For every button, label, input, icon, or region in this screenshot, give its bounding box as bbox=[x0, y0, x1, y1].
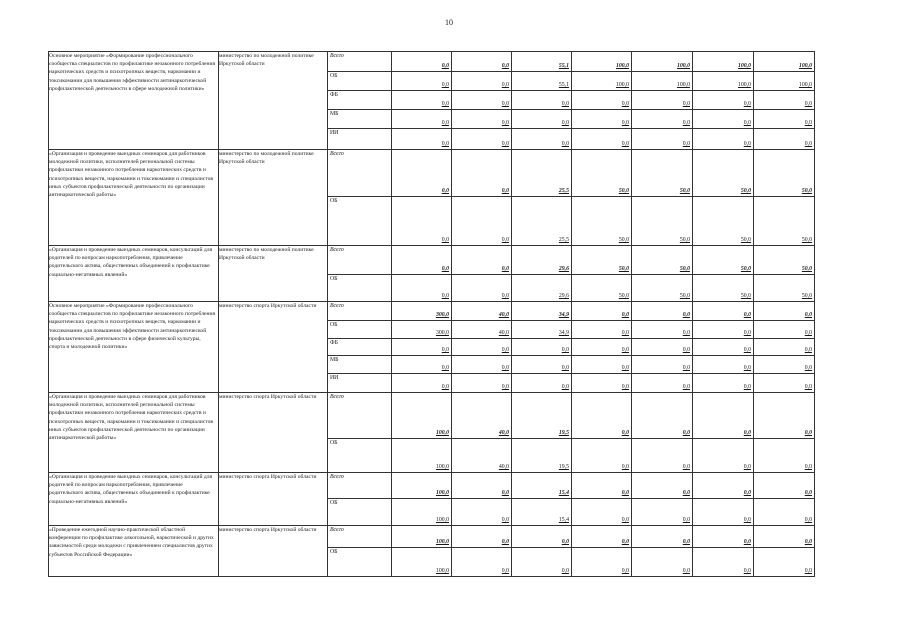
amount-value: 0,0 bbox=[561, 364, 569, 371]
amount-value: 0,0 bbox=[743, 489, 751, 496]
amount-value: 0,0 bbox=[441, 62, 449, 69]
amount-value: 0,0 bbox=[743, 538, 751, 545]
spacer-cell bbox=[392, 52, 452, 150]
amount-value: 0,0 bbox=[501, 119, 509, 126]
amount-value: 0,0 bbox=[561, 119, 569, 126]
value-cell bbox=[452, 150, 512, 246]
value-cell bbox=[632, 246, 693, 302]
amount-value: 0,0 bbox=[804, 364, 812, 371]
amount-value: 25,5 bbox=[558, 187, 569, 194]
amount-value: 0,0 bbox=[804, 489, 812, 496]
spacer-cell bbox=[392, 150, 452, 246]
fund-label: Всего bbox=[330, 151, 344, 157]
fund-source-cell bbox=[328, 246, 392, 302]
fund-label: Всего bbox=[330, 394, 344, 400]
amount-value: 0,0 bbox=[501, 538, 509, 545]
activity-name: «Организация и проведение выездных семинаров, консультаций для родителей по вопросам наркопотребления, привлечение родительского актива, общественных объединений к профилактике социально-негативных явлений» bbox=[49, 473, 219, 526]
spacer-cell bbox=[392, 302, 452, 393]
amount-value: 50,0 bbox=[679, 292, 690, 299]
executor: министерство по молодежной политике Иркутской области bbox=[219, 52, 328, 150]
amount-value: 0,0 bbox=[621, 516, 629, 523]
amount-value: 0,0 bbox=[621, 311, 629, 318]
amount-value: 25,5 bbox=[558, 236, 569, 243]
amount-value: 100,0 bbox=[435, 516, 449, 523]
amount-value: 0,0 bbox=[743, 429, 751, 436]
amount-value: 0,0 bbox=[621, 538, 629, 545]
fund-label: ОБ bbox=[330, 500, 338, 506]
amount-value: 0,0 bbox=[804, 100, 812, 107]
value-cell bbox=[512, 246, 572, 302]
amount-value: 0,0 bbox=[501, 62, 509, 69]
amount-value: 0,0 bbox=[441, 292, 449, 299]
executor: министерство спорта Иркутской области bbox=[219, 393, 328, 473]
amount-value: 0,0 bbox=[441, 236, 449, 243]
value-cell bbox=[632, 393, 693, 473]
amount-value: 0,0 bbox=[682, 567, 690, 574]
amount-value: 0,0 bbox=[501, 187, 509, 194]
value-cell bbox=[693, 393, 754, 473]
amount-value: 0,0 bbox=[682, 429, 690, 436]
value-cell bbox=[512, 302, 572, 393]
fund-label: ФБ bbox=[330, 92, 338, 98]
amount-value: 0,0 bbox=[621, 489, 629, 496]
amount-value: 0,0 bbox=[743, 329, 751, 336]
amount-value: 55,1 bbox=[558, 62, 569, 69]
amount-value: 50,0 bbox=[618, 187, 629, 194]
amount-value: 100,0 bbox=[676, 81, 690, 88]
value-cell bbox=[452, 393, 512, 473]
amount-value: 19,5 bbox=[558, 429, 569, 436]
amount-value: 100,0 bbox=[676, 62, 690, 69]
amount-value: 0,0 bbox=[682, 119, 690, 126]
table-row bbox=[49, 473, 815, 526]
value-cell bbox=[572, 150, 632, 246]
amount-value: 0,0 bbox=[804, 329, 812, 336]
fund-label: ОБ bbox=[330, 549, 338, 555]
amount-value: 50,0 bbox=[679, 265, 690, 272]
value-cell bbox=[632, 526, 693, 577]
value-cell bbox=[452, 52, 512, 150]
value-cell bbox=[572, 526, 632, 577]
amount-value: 50,0 bbox=[618, 265, 629, 272]
amount-value: 0,0 bbox=[561, 140, 569, 147]
amount-value: 0,0 bbox=[743, 463, 751, 470]
amount-value: 0,0 bbox=[501, 567, 509, 574]
amount-value: 50,0 bbox=[618, 236, 629, 243]
fund-label: ФБ bbox=[330, 340, 338, 346]
fund-label: МБ bbox=[330, 357, 339, 363]
amount-value: 0,0 bbox=[441, 81, 449, 88]
activity-name: «Организация и проведение выездных семинаров для работников молодежной политики, исполнителей региональной системы профилактики незаконного потребления наркотических средств и психотропных веществ, наркомании и токсикомании и специалистов иных субъектов профилактической деятельности по организации антинаркотической работы» bbox=[49, 150, 219, 246]
amount-value: 0,0 bbox=[682, 489, 690, 496]
table-row bbox=[49, 302, 815, 393]
amount-value: 0,0 bbox=[501, 100, 509, 107]
amount-value: 100,0 bbox=[737, 81, 751, 88]
executor: министерство спорта Иркутской области bbox=[219, 473, 328, 526]
executor: министерство по молодежной политике Иркутской области bbox=[219, 150, 328, 246]
amount-value: 100,0 bbox=[615, 62, 629, 69]
amount-value: 0,0 bbox=[501, 140, 509, 147]
value-cell bbox=[632, 150, 693, 246]
fund-source-cell bbox=[328, 393, 392, 473]
value-cell bbox=[754, 526, 815, 577]
amount-value: 0,0 bbox=[501, 346, 509, 353]
amount-value: 100,0 bbox=[737, 62, 751, 69]
activity-name: Основное мероприятие «Формирование профессионального сообщества специалистов по профилактике незаконного потребления наркотических средств и психотропных веществ, наркомании и токсикомании для повышения эффективности антинаркотической профилактической деятельности в сфере физической культуры, спорта и молодежной политики» bbox=[49, 302, 219, 393]
amount-value: 50,0 bbox=[740, 292, 751, 299]
amount-value: 0,0 bbox=[441, 383, 449, 390]
amount-value: 0,0 bbox=[501, 81, 509, 88]
amount-value: 0,0 bbox=[804, 383, 812, 390]
amount-value: 29,6 bbox=[558, 265, 569, 272]
amount-value: 100,0 bbox=[435, 463, 449, 470]
amount-value: 0,0 bbox=[621, 429, 629, 436]
amount-value: 0,0 bbox=[743, 364, 751, 371]
value-cell bbox=[693, 52, 754, 150]
executor: министерство спорта Иркутской области bbox=[219, 526, 328, 577]
amount-value: 50,0 bbox=[740, 187, 751, 194]
fund-label: Всего bbox=[330, 474, 344, 480]
amount-value: 0,0 bbox=[501, 292, 509, 299]
value-cell bbox=[632, 52, 693, 150]
fund-label: ОБ bbox=[330, 198, 338, 204]
value-cell bbox=[512, 473, 572, 526]
executor: министерство спорта Иркутской области bbox=[219, 302, 328, 393]
amount-value: 0,0 bbox=[743, 567, 751, 574]
value-cell bbox=[452, 246, 512, 302]
fund-label: ИИ bbox=[330, 130, 339, 136]
activity-name: Основное мероприятие «Формирование профессионального сообщества специалистов по профилактике незаконного потребления наркотических средств и психотропных веществ, наркомании и токсикомании для повышения эффективности антинаркотической профилактической деятельности в сфере молодежной политики» bbox=[49, 52, 219, 150]
amount-value: 29,6 bbox=[558, 292, 569, 299]
value-cell bbox=[512, 393, 572, 473]
amount-value: 0,0 bbox=[804, 516, 812, 523]
amount-value: 55,1 bbox=[558, 81, 569, 88]
amount-value: 100,0 bbox=[798, 62, 812, 69]
amount-value: 0,0 bbox=[621, 140, 629, 147]
amount-value: 100,0 bbox=[435, 538, 449, 545]
amount-value: 0,0 bbox=[561, 346, 569, 353]
amount-value: 50,0 bbox=[618, 292, 629, 299]
amount-value: 0,0 bbox=[621, 463, 629, 470]
amount-value: 40,0 bbox=[498, 311, 509, 318]
fund-label: Всего bbox=[330, 303, 344, 309]
amount-value: 0,0 bbox=[743, 346, 751, 353]
spacer-cell bbox=[392, 473, 452, 526]
amount-value: 0,0 bbox=[561, 100, 569, 107]
amount-value: 0,0 bbox=[621, 346, 629, 353]
amount-value: 0,0 bbox=[682, 140, 690, 147]
amount-value: 0,0 bbox=[682, 364, 690, 371]
amount-value: 0,0 bbox=[743, 140, 751, 147]
value-cell bbox=[754, 52, 815, 150]
amount-value: 0,0 bbox=[441, 346, 449, 353]
fund-source-cell bbox=[328, 526, 392, 577]
amount-value: 0,0 bbox=[682, 329, 690, 336]
value-cell bbox=[754, 473, 815, 526]
amount-value: 100,0 bbox=[615, 81, 629, 88]
amount-value: 50,0 bbox=[679, 236, 690, 243]
table-row bbox=[49, 246, 815, 302]
amount-value: 0,0 bbox=[743, 383, 751, 390]
fund-source-cell bbox=[328, 52, 392, 150]
amount-value: 34,9 bbox=[558, 329, 569, 336]
value-cell bbox=[632, 473, 693, 526]
amount-value: 0,0 bbox=[561, 383, 569, 390]
value-cell bbox=[754, 302, 815, 393]
amount-value: 0,0 bbox=[682, 516, 690, 523]
fund-source-cell bbox=[328, 473, 392, 526]
spacer-cell bbox=[392, 246, 452, 302]
amount-value: 0,0 bbox=[561, 567, 569, 574]
fund-label: МБ bbox=[330, 111, 339, 117]
table-row bbox=[49, 52, 815, 150]
value-cell bbox=[512, 150, 572, 246]
value-cell bbox=[572, 302, 632, 393]
amount-value: 0,0 bbox=[441, 119, 449, 126]
amount-value: 0,0 bbox=[501, 236, 509, 243]
amount-value: 0,0 bbox=[804, 538, 812, 545]
fund-source-cell bbox=[328, 150, 392, 246]
spacer-cell bbox=[392, 526, 452, 577]
value-cell bbox=[754, 150, 815, 246]
amount-value: 0,0 bbox=[804, 119, 812, 126]
amount-value: 100,0 bbox=[798, 81, 812, 88]
amount-value: 40,0 bbox=[498, 329, 509, 336]
amount-value: 0,0 bbox=[441, 140, 449, 147]
budget-table bbox=[48, 51, 815, 577]
amount-value: 0,0 bbox=[441, 364, 449, 371]
amount-value: 0,0 bbox=[682, 100, 690, 107]
amount-value: 50,0 bbox=[801, 236, 812, 243]
value-cell bbox=[693, 150, 754, 246]
amount-value: 0,0 bbox=[743, 119, 751, 126]
amount-value: 0,0 bbox=[441, 100, 449, 107]
amount-value: 0,0 bbox=[804, 346, 812, 353]
amount-value: 300,0 bbox=[435, 329, 449, 336]
amount-value: 0,0 bbox=[501, 364, 509, 371]
amount-value: 15,4 bbox=[558, 489, 569, 496]
fund-label: ОБ bbox=[330, 440, 338, 446]
amount-value: 0,0 bbox=[501, 383, 509, 390]
amount-value: 0,0 bbox=[743, 311, 751, 318]
amount-value: 0,0 bbox=[501, 516, 509, 523]
amount-value: 19,5 bbox=[558, 463, 569, 470]
amount-value: 40,0 bbox=[498, 463, 509, 470]
amount-value: 0,0 bbox=[682, 463, 690, 470]
value-cell bbox=[754, 393, 815, 473]
amount-value: 50,0 bbox=[801, 292, 812, 299]
value-cell bbox=[452, 526, 512, 577]
amount-value: 0,0 bbox=[621, 329, 629, 336]
amount-value: 300,0 bbox=[435, 311, 449, 318]
amount-value: 0,0 bbox=[682, 346, 690, 353]
value-cell bbox=[452, 473, 512, 526]
value-cell bbox=[754, 246, 815, 302]
value-cell bbox=[693, 473, 754, 526]
amount-value: 0,0 bbox=[621, 119, 629, 126]
value-cell bbox=[572, 246, 632, 302]
amount-value: 0,0 bbox=[621, 364, 629, 371]
amount-value: 0,0 bbox=[804, 567, 812, 574]
fund-label: Всего bbox=[330, 247, 344, 253]
amount-value: 0,0 bbox=[682, 311, 690, 318]
value-cell bbox=[632, 302, 693, 393]
value-cell bbox=[572, 52, 632, 150]
value-cell bbox=[693, 302, 754, 393]
fund-label: Всего bbox=[330, 527, 344, 533]
amount-value: 0,0 bbox=[804, 140, 812, 147]
amount-value: 0,0 bbox=[682, 538, 690, 545]
amount-value: 0,0 bbox=[804, 311, 812, 318]
amount-value: 0,0 bbox=[621, 383, 629, 390]
amount-value: 50,0 bbox=[801, 265, 812, 272]
amount-value: 50,0 bbox=[740, 265, 751, 272]
amount-value: 0,0 bbox=[561, 538, 569, 545]
fund-label: ОБ bbox=[330, 322, 338, 328]
value-cell bbox=[572, 393, 632, 473]
amount-value: 0,0 bbox=[682, 383, 690, 390]
amount-value: 0,0 bbox=[441, 265, 449, 272]
amount-value: 0,0 bbox=[441, 187, 449, 194]
amount-value: 0,0 bbox=[621, 567, 629, 574]
amount-value: 0,0 bbox=[804, 463, 812, 470]
table-row bbox=[49, 150, 815, 246]
amount-value: 100,0 bbox=[435, 489, 449, 496]
amount-value: 0,0 bbox=[743, 100, 751, 107]
amount-value: 40,0 bbox=[498, 429, 509, 436]
activity-name: «Организация и проведение выездных семинаров для работников молодежной политики, исполнителей региональной системы профилактики незаконного потребления наркотических средств и психотропных веществ, наркомании и токсикомании и специалистов иных субъектов профилактической деятельности по организации антинаркотической работы» bbox=[49, 393, 219, 473]
amount-value: 50,0 bbox=[801, 187, 812, 194]
activity-name: «Проведение ежегодной научно-практической областной конференции по профилактике алкогольной, наркотической и других зависимостей среди молодежи с привлечением специалистов других субъектов Российской Федерации» bbox=[49, 526, 219, 577]
value-cell bbox=[693, 246, 754, 302]
fund-source-cell bbox=[328, 302, 392, 393]
amount-value: 15,4 bbox=[558, 516, 569, 523]
amount-value: 0,0 bbox=[804, 429, 812, 436]
amount-value: 0,0 bbox=[621, 100, 629, 107]
amount-value: 0,0 bbox=[501, 265, 509, 272]
table-row bbox=[49, 526, 815, 577]
amount-value: 100,0 bbox=[435, 429, 449, 436]
fund-label: ИИ bbox=[330, 375, 339, 381]
value-cell bbox=[512, 52, 572, 150]
value-cell bbox=[452, 302, 512, 393]
executor: министерство по молодежной политике Иркутской области bbox=[219, 246, 328, 302]
amount-value: 0,0 bbox=[501, 489, 509, 496]
amount-value: 34,9 bbox=[558, 311, 569, 318]
amount-value: 50,0 bbox=[740, 236, 751, 243]
activity-name: «Организация и проведение выездных семинаров, консультаций для родителей по вопросам наркопотребления, привлечение родительского актива, общественных объединений к профилактике социально-негативных явлений» bbox=[49, 246, 219, 302]
page-number: 10 bbox=[445, 18, 453, 27]
amount-value: 50,0 bbox=[679, 187, 690, 194]
amount-value: 0,0 bbox=[743, 516, 751, 523]
value-cell bbox=[693, 526, 754, 577]
value-cell bbox=[572, 473, 632, 526]
amount-value: 100,0 bbox=[435, 567, 449, 574]
fund-label: ОБ bbox=[330, 276, 338, 282]
value-cell bbox=[512, 526, 572, 577]
table-row bbox=[49, 393, 815, 473]
spacer-cell bbox=[392, 393, 452, 473]
fund-label: ОБ bbox=[330, 73, 338, 79]
fund-label: Всего bbox=[330, 53, 344, 59]
